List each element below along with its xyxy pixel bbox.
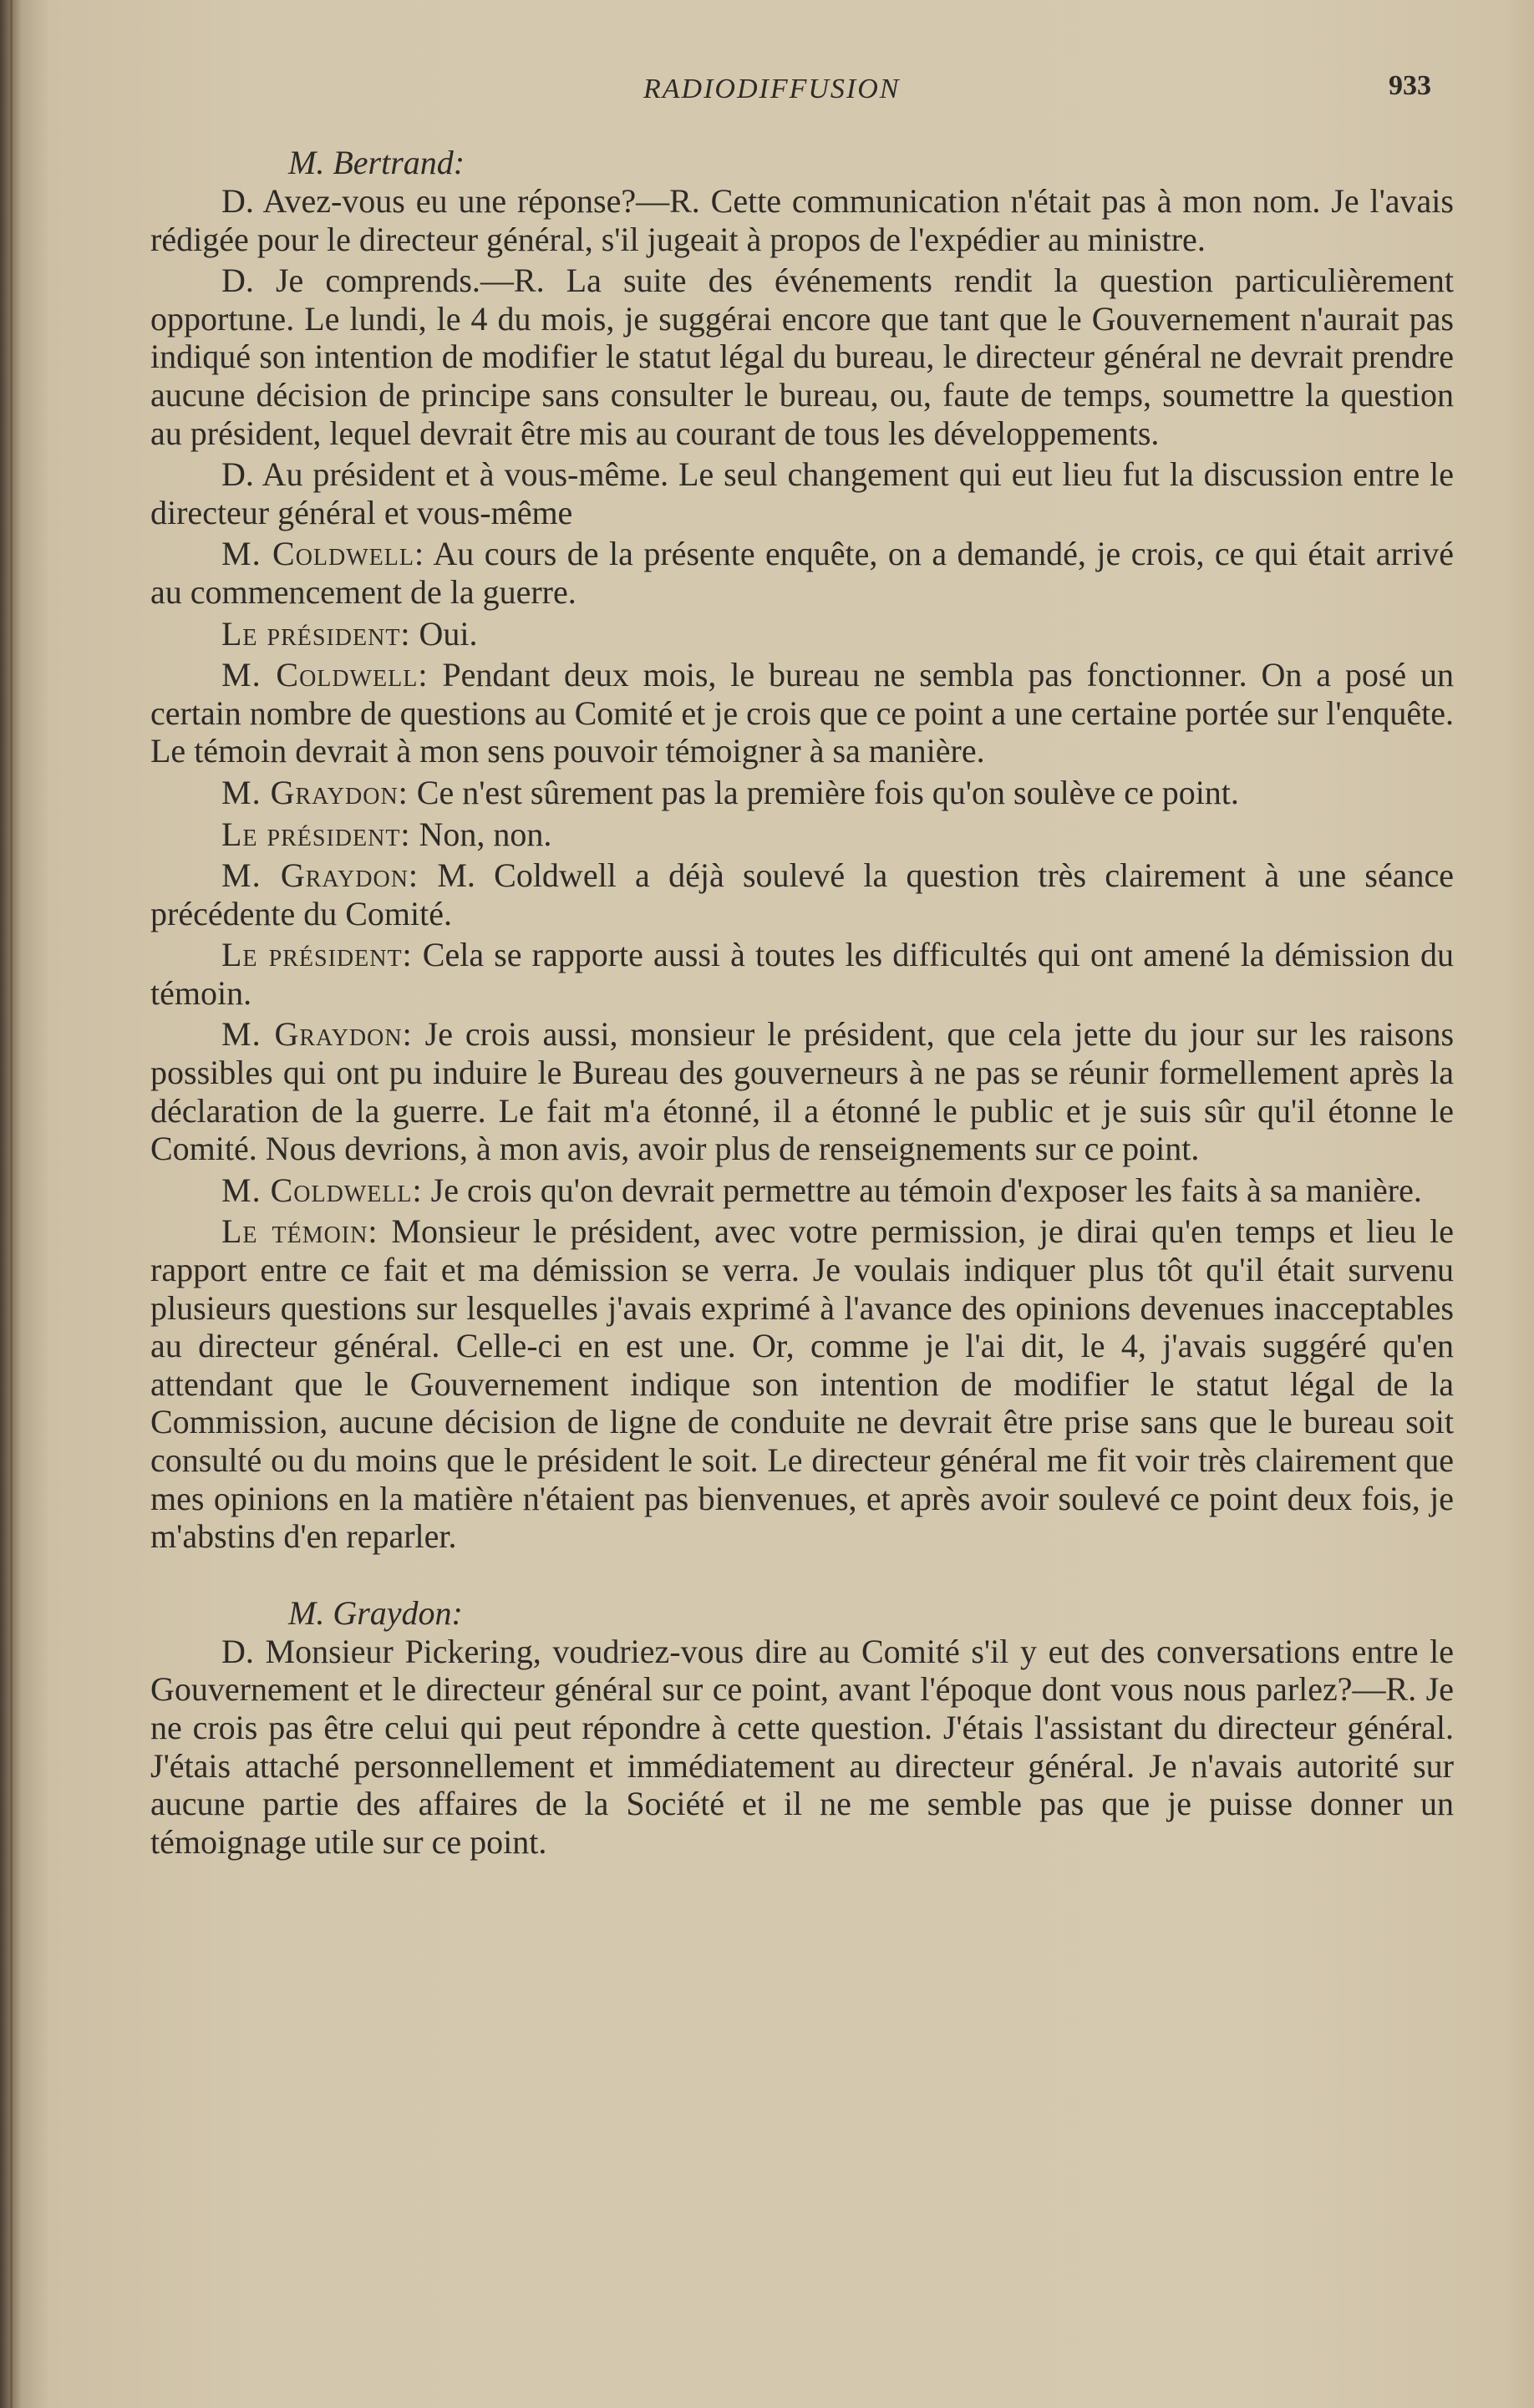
- speaker-label: M. Coldwell:: [221, 535, 425, 573]
- paragraph: [150, 1171, 1454, 1210]
- paragraph-text: Ce n'est sûrement pas la première fois qu'on soulève ce point.: [416, 773, 1239, 811]
- paragraph: [150, 182, 1454, 258]
- paragraph: [150, 656, 1454, 770]
- binding-edge: [10, 0, 13, 2408]
- running-title: RADIODIFFUSION: [643, 74, 901, 104]
- paragraph: [150, 815, 1454, 854]
- speaker-label: M. Graydon:: [221, 773, 409, 811]
- paragraph: [150, 1212, 1454, 1555]
- speaker-label: Le président:: [221, 815, 411, 853]
- paragraph: [150, 1015, 1454, 1167]
- paragraph-text: Je crois aussi, monsieur le président, que cela jette du jour sur les raisons possibles qui ont pu induire le Bureau des gouverneurs à ne pas se réunir formellement après la déclaration de la guerre. Le fait m'a étonné, il a étonné le public et je suis sûr qu'il étonne le Comité. Nous devrions, à mon avis, avoir plus de renseignements sur ce point.: [150, 1015, 1455, 1168]
- paragraph-text: D. Je comprends.—R. La suite des événements rendit la question particulièrement opportune. Le lundi, le 4 du mois, je suggérai encore que tant que le Gouvernement n'aurait pas indiqué son intention de modifier le statut légal du bureau, le directeur général ne devrait prendre aucune décision de principe sans consulter le bureau, ou, faute de temps, soumettre la question au président, lequel devrait être mis au courant de tous les développements.: [150, 262, 1454, 452]
- paragraph-text: M. Coldwell a déjà soulevé la question très clairement à une séance précédente du Comité.: [150, 856, 1455, 932]
- speaker-label: M. Graydon:: [221, 856, 419, 895]
- paragraph-text: Non, non.: [419, 815, 552, 853]
- paragraph: [150, 936, 1454, 1012]
- paragraph-text: Au cours de la présente enquête, on a demandé, je crois, ce qui était arrivé au commencement de la guerre.: [150, 535, 1454, 611]
- paragraph: [150, 856, 1454, 932]
- paragraph-text: Cela se rapporte aussi à toutes les difficultés qui ont amené la démission du témoin.: [150, 936, 1455, 1012]
- speaker-heading: M. Bertrand:: [288, 144, 465, 181]
- page-number: 933: [1389, 70, 1431, 101]
- speaker-label: M. Coldwell:: [221, 1171, 423, 1209]
- speaker-label: M. Graydon:: [221, 1015, 413, 1054]
- speaker-label: M. Coldwell:: [221, 656, 429, 694]
- speaker-label: Le président:: [221, 936, 413, 974]
- paragraph: [150, 774, 1454, 812]
- speaker-heading: M. Graydon:: [288, 1593, 463, 1632]
- paragraph-text: D. Au président et à vous-même. Le seul changement qui eut lieu fut la discussion entre le directeur général et vous-même: [150, 455, 1454, 531]
- paragraph-text: D. Monsieur Pickering, voudriez-vous dire au Comité s'il y eut des conversations entre le Gouvernement et le directeur général sur ce point, avant l'époque dont vous nous parlez?—R. Je ne crois pas être celui qui peut répondre à cette question. J'étais l'assistant du directeur général. J'étais attaché personnellement et immédiatement au directeur général. Je n'avais autorité sur aucune partie des affaires de la Société et il ne me semble pas que je puisse donner un témoignage utile sur ce point.: [150, 1632, 1454, 1861]
- paragraph-text: Pendant deux mois, le bureau ne sembla pas fonctionner. On a posé un certain nombre de questions au Comité et je crois que ce point a une certaine portée sur l'enquête. Le témoin devrait à mon sens pouvoir témoigner à sa manière.: [150, 656, 1454, 770]
- section-gap: [150, 1559, 1454, 1594]
- paragraph-text: Oui.: [419, 614, 478, 653]
- section-bertrand: [150, 144, 1454, 1864]
- paragraph: [150, 262, 1454, 452]
- paragraph-text: Je crois qu'on devrait permettre au témoin d'exposer les faits à sa manière.: [430, 1171, 1422, 1209]
- speaker-label: Le président:: [221, 614, 411, 653]
- paragraph-text: Monsieur le président, avec votre permission, je dirai qu'en temps et lieu le rapport entre ce fait et ma démission se verra. Je voulais indiquer plus tôt qu'il était survenu plusieurs questions sur lesquelles j'avais exprimé à l'avance des opinions devenues inacceptables au directeur général. Celle-ci en est une. Or, comme je l'ai dit, le 4, j'avais suggéré qu'en attendant que le Gouvernement indique son intention de modifier le statut légal de la Commission, aucune décision de ligne de conduite ne devrait être prise sans que le bureau soit consulté ou du moins que le président le soit. Le directeur général me fit voir très clairement que mes opinions en la matière n'étaient pas bienvenues, et après avoir soulevé ce point deux fois, je m'abstins d'en reparler.: [150, 1212, 1454, 1556]
- paragraph: [150, 535, 1454, 611]
- paragraph: [150, 1633, 1454, 1862]
- paragraph: [150, 615, 1454, 653]
- paragraph-text: D. Avez-vous eu une réponse?—R. Cette communication n'était pas à mon nom. Je l'avais rédigée pour le directeur général, s'il jugeait à propos de l'expédier au ministre.: [150, 182, 1454, 258]
- paragraph: [150, 455, 1454, 531]
- speaker-label: Le témoin:: [221, 1212, 378, 1251]
